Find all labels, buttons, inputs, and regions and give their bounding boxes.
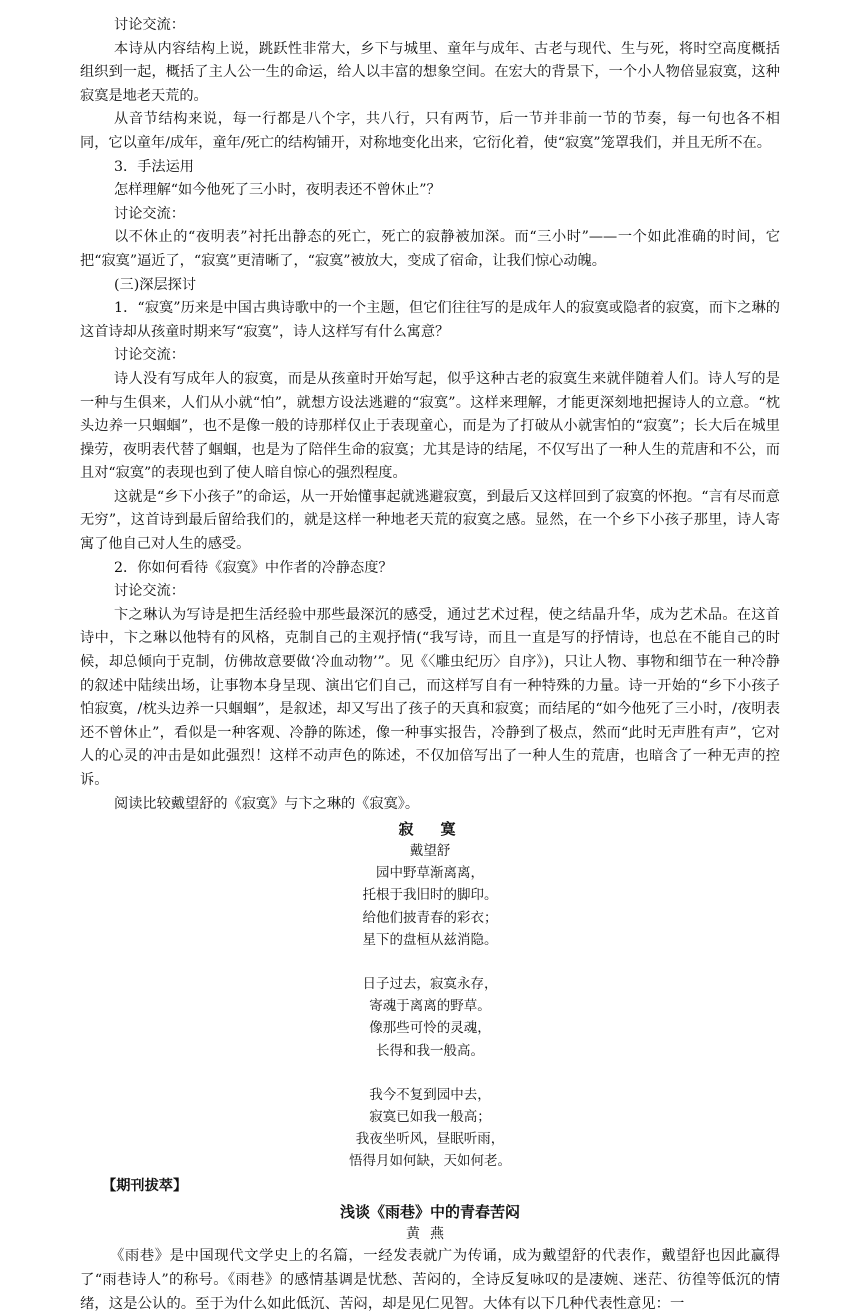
poem-line: 园中野草渐离离， (376, 865, 484, 882)
paragraph: (三)深层探讨 (114, 276, 197, 293)
discussion-label: 讨论交流： (114, 583, 185, 600)
paragraph: 卞之琳认为写诗是把生活经验中那些最深沉的感受，通过艺术过程，使之结晶升华，成为艺术品。在这首诗中，卞之琳以他特有的风格，克制自己的主观抒情(“我写诗，而且一直是写的抒情诗，也总在不能自己的时候，却总倾向于克制，仿佛故意要做‘冷血动物’”。见《〈雕虫纪历〉自序》)，只让人物、事物和细节在一种冷静的叙述中陆续出场，让事物本身呈现、演出它们自己，而这样写自有一种特殊的力量。诗一开始的“乡下小孩子怕寂寞，/枕头边养一只蝈蝈”，是叙述，却又写出了孩子的天真和寂寞；而结尾的“如今他死了三小时，/夜明表还不曾休止”，看似是一种客观、冷静的陈述，像一种事实报告，冷静到了极点，然而“此时无声胜有声”，它对人的心灵的冲击是如此强烈！这样不动声色的陈述，不仅加倍写出了一种人生的荒唐，也暗含了一种无声的控诉。 (80, 606, 780, 788)
poem-block (80, 818, 780, 1172)
paragraph: 从音节结构来说，每一行都是八个字，共八行，只有两节，后一节并非前一节的节奏，每一句也各不相同，它以童年/成年，童年/死亡的结构铺开，对称地变化出来，它衍化着，使“寂寞”笼罩我们，并且无所不在。 (80, 111, 780, 151)
article-title: 浅谈《雨巷》中的青春苦闷 (339, 1202, 520, 1221)
paragraph: 这就是“乡下小孩子”的命运，从一开始懂事起就逃避寂寞，到最后又这样回到了寂寞的怀抱。“言有尽而意无穷”，这首诗到最后留给我们的，就是这样一种地老天荒的寂寞之感。显然，在一个乡下小孩子那里，诗人寄寓了他自己对人生的感受。 (80, 488, 780, 553)
poem-line: 寄魂于离离的野草。 (369, 998, 491, 1015)
poem-title: 寂 寞 (398, 820, 462, 839)
poem-line: 我今不复到园中去， (369, 1086, 491, 1103)
article-body: 《雨巷》是中国现代文学史上的名篇，一经发表就广为传诵，成为戴望舒的代表作，戴望舒也因此赢得了“雨巷诗人”的称号。《雨巷》的感情基调是忧愁、苦闷的，全诗反复咏叹的是凄婉、迷茫、彷徨等低沉的情绪，这是公认的。至于为什么如此低沉、苦闷，却是见仁见智。大体有以下几种代表性意见：一 (80, 1247, 780, 1312)
discussion-section (80, 14, 780, 816)
poem-line: 日子过去，寂寞永存， (362, 976, 498, 992)
discussion-label: 讨论交流： (114, 205, 185, 222)
poem-line: 星下的盘桓从兹消隐。 (362, 931, 498, 948)
discussion-label: 讨论交流： (114, 17, 185, 33)
paragraph: 1．“寂寞”历来是中国古典诗歌中的一个主题，但它们往往写的是成年人的寂寞或隐者的寂寞，而卞之琳的这首诗却从孩童时期来写“寂寞”，诗人这样写有什么寓意？ (80, 300, 780, 340)
poem-line: 我夜坐听风，昼眠听雨， (355, 1131, 505, 1148)
paragraph: 2．你如何看待《寂寞》中作者的冷静态度？ (114, 559, 393, 576)
section-heading: 【期刊拔萃】 (102, 1177, 188, 1194)
poem-line: 寂寞已如我一般高； (369, 1109, 491, 1126)
poem-author: 戴望舒 (409, 843, 451, 860)
paragraph: 怎样理解“如今他死了三小时，夜明表还不曾休止”？ (114, 182, 441, 199)
paragraph: 阅读比较戴望舒的《寂寞》与卞之琳的《寂寞》。 (114, 795, 420, 812)
discussion-label: 讨论交流： (114, 347, 185, 364)
paragraph: 以不休止的“夜明表”衬托出静态的死亡，死亡的寂静被加深。而“三小时”——一个如此准确的时间，它把“寂寞”逼近了，“寂寞”更清晰了，“寂寞”被放大，变成了宿命，让我们惊心动魄。 (80, 229, 780, 269)
poem-line: 长得和我一般高。 (376, 1042, 484, 1059)
poem-stanza (80, 862, 780, 951)
poem-stanza (80, 1084, 780, 1173)
paragraph: 3．手法运用 (114, 158, 194, 175)
paragraph: 诗人没有写成年人的寂寞，而是从孩童时开始写起，似乎这种古老的寂寞生来就伴随着人们。诗人写的是一种与生俱来，人们从小就“怕”，就想方设法逃避的“寂寞”。这样来理解，才能更深刻地把握诗人的立意。“枕头边养一只蝈蝈”，也不是像一般的诗那样仅止于表现童心，而是为了打破从小就害怕的“寂寞”；长大后在城里操劳，夜明表代替了蝈蝈，也是为了陪伴生命的寂寞；尤其是诗的结尾，不仅写出了一种人生的荒唐和不公，而且对“寂寞”的表现也到了使人暗自惊心的强烈程度。 (80, 370, 780, 482)
poem-line: 像那些可怜的灵魂， (369, 1020, 491, 1037)
poem-line: 给他们披青春的彩衣； (362, 909, 498, 926)
poem-stanzas (80, 862, 780, 1172)
article-author: 黄燕 (406, 1225, 454, 1242)
poem-stanza (80, 973, 780, 1062)
paragraph: 本诗从内容结构上说，跳跃性非常大，乡下与城里、童年与成年、古老与现代、生与死，将时空高度概括组织到一起，概括了主人公一生的命运，给人以丰富的想象空间。在宏大的背景下，一个小人物倍显寂寞，这种寂寞是地老天荒的。 (80, 40, 780, 104)
poem-line: 托根于我旧时的脚印。 (362, 887, 498, 904)
poem-line: 悟得月如何缺，天如何老。 (349, 1153, 511, 1170)
